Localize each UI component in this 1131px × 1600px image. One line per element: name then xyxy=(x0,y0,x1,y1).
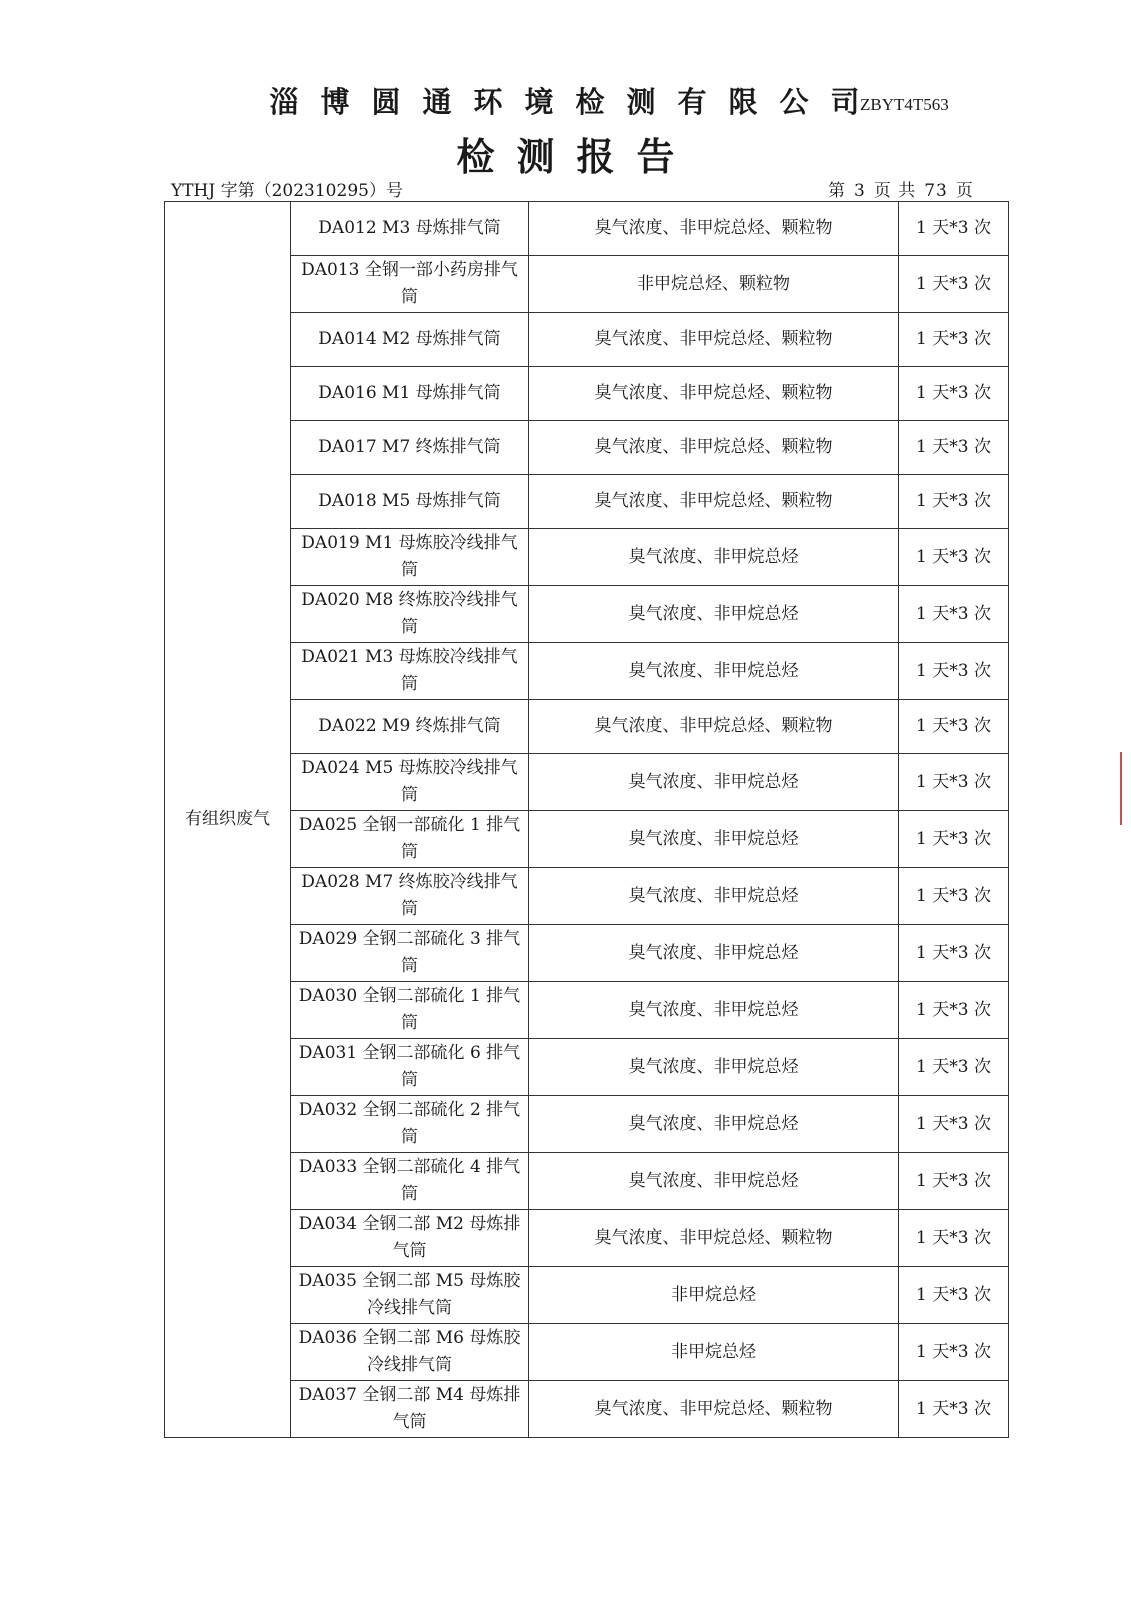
table-row xyxy=(165,643,1009,700)
items-cell: 臭气浓度、非甲烷总烃 xyxy=(529,1096,899,1153)
items-cell: 臭气浓度、非甲烷总烃 xyxy=(529,1039,899,1096)
edge-mark xyxy=(1120,752,1122,825)
table-row xyxy=(165,1267,1009,1324)
category-cell: 有组织废气 xyxy=(165,202,291,1438)
point-cell: DA037 全钢二部 M4 母炼排气筒 xyxy=(291,1381,529,1438)
items-cell: 臭气浓度、非甲烷总烃 xyxy=(529,754,899,811)
point-cell: DA031 全钢二部硫化 6 排气筒 xyxy=(291,1039,529,1096)
table-row xyxy=(165,1153,1009,1210)
frequency-cell: 1 天*3 次 xyxy=(899,1096,1009,1153)
table-row xyxy=(165,925,1009,982)
table-row xyxy=(165,313,1009,367)
point-cell: DA016 M1 母炼排气筒 xyxy=(291,367,529,421)
point-cell: DA025 全钢一部硫化 1 排气筒 xyxy=(291,811,529,868)
table-row xyxy=(165,754,1009,811)
page-mid: 页 共 xyxy=(873,181,917,201)
point-cell: DA030 全钢二部硫化 1 排气筒 xyxy=(291,982,529,1039)
frequency-cell: 1 天*3 次 xyxy=(899,1324,1009,1381)
items-cell: 臭气浓度、非甲烷总烃 xyxy=(529,529,899,586)
table-row xyxy=(165,1324,1009,1381)
point-cell: DA033 全钢二部硫化 4 排气筒 xyxy=(291,1153,529,1210)
point-cell: DA020 M8 终炼胶冷线排气筒 xyxy=(291,586,529,643)
table-row xyxy=(165,1381,1009,1438)
frequency-cell: 1 天*3 次 xyxy=(899,925,1009,982)
table-row xyxy=(165,367,1009,421)
table-row xyxy=(165,202,1009,256)
point-cell: DA019 M1 母炼胶冷线排气筒 xyxy=(291,529,529,586)
table-row xyxy=(165,1096,1009,1153)
table-row xyxy=(165,256,1009,313)
items-cell: 臭气浓度、非甲烷总烃 xyxy=(529,586,899,643)
frequency-cell: 1 天*3 次 xyxy=(899,643,1009,700)
items-cell: 臭气浓度、非甲烷总烃、颗粒物 xyxy=(529,700,899,754)
table-row xyxy=(165,868,1009,925)
page-total: 73 xyxy=(924,181,948,201)
point-cell: DA012 M3 母炼排气筒 xyxy=(291,202,529,256)
table-row xyxy=(165,811,1009,868)
frequency-cell: 1 天*3 次 xyxy=(899,367,1009,421)
table-row xyxy=(165,421,1009,475)
table-row xyxy=(165,1210,1009,1267)
frequency-cell: 1 天*3 次 xyxy=(899,1153,1009,1210)
frequency-cell: 1 天*3 次 xyxy=(899,982,1009,1039)
frequency-cell: 1 天*3 次 xyxy=(899,313,1009,367)
table-row xyxy=(165,475,1009,529)
frequency-cell: 1 天*3 次 xyxy=(899,1267,1009,1324)
items-cell: 臭气浓度、非甲烷总烃、颗粒物 xyxy=(529,1381,899,1438)
page-current: 3 xyxy=(854,181,866,201)
page-suffix: 页 xyxy=(955,181,974,201)
items-cell: 臭气浓度、非甲烷总烃 xyxy=(529,811,899,868)
point-cell: DA032 全钢二部硫化 2 排气筒 xyxy=(291,1096,529,1153)
point-cell: DA035 全钢二部 M5 母炼胶冷线排气筒 xyxy=(291,1267,529,1324)
frequency-cell: 1 天*3 次 xyxy=(899,754,1009,811)
frequency-cell: 1 天*3 次 xyxy=(899,421,1009,475)
document-number: YTHJ 字第（202310295）号 xyxy=(171,181,403,201)
point-cell: DA024 M5 母炼胶冷线排气筒 xyxy=(291,754,529,811)
monitoring-table xyxy=(164,201,1009,1438)
frequency-cell: 1 天*3 次 xyxy=(899,586,1009,643)
page-indicator xyxy=(824,176,978,201)
frequency-cell: 1 天*3 次 xyxy=(899,1039,1009,1096)
point-cell: DA013 全钢一部小药房排气筒 xyxy=(291,256,529,313)
items-cell: 非甲烷总烃、颗粒物 xyxy=(529,256,899,313)
point-cell: DA028 M7 终炼胶冷线排气筒 xyxy=(291,868,529,925)
items-cell: 臭气浓度、非甲烷总烃 xyxy=(529,1153,899,1210)
point-cell: DA034 全钢二部 M2 母炼排气筒 xyxy=(291,1210,529,1267)
frequency-cell: 1 天*3 次 xyxy=(899,811,1009,868)
page-prefix: 第 xyxy=(828,181,846,201)
items-cell: 臭气浓度、非甲烷总烃 xyxy=(529,868,899,925)
table-row xyxy=(165,982,1009,1039)
table-row xyxy=(165,586,1009,643)
point-cell: DA036 全钢二部 M6 母炼胶冷线排气筒 xyxy=(291,1324,529,1381)
items-cell: 臭气浓度、非甲烷总烃、颗粒物 xyxy=(529,421,899,475)
items-cell: 臭气浓度、非甲烷总烃、颗粒物 xyxy=(529,1210,899,1267)
items-cell: 臭气浓度、非甲烷总烃、颗粒物 xyxy=(529,313,899,367)
report-code: ZBYT4T563 xyxy=(860,95,949,114)
frequency-cell: 1 天*3 次 xyxy=(899,202,1009,256)
items-cell: 臭气浓度、非甲烷总烃、颗粒物 xyxy=(529,367,899,421)
table-row xyxy=(165,529,1009,586)
point-cell: DA029 全钢二部硫化 3 排气筒 xyxy=(291,925,529,982)
point-cell: DA017 M7 终炼排气筒 xyxy=(291,421,529,475)
frequency-cell: 1 天*3 次 xyxy=(899,700,1009,754)
point-cell: DA021 M3 母炼胶冷线排气筒 xyxy=(291,643,529,700)
frequency-cell: 1 天*3 次 xyxy=(899,529,1009,586)
items-cell: 臭气浓度、非甲烷总烃 xyxy=(529,643,899,700)
frequency-cell: 1 天*3 次 xyxy=(899,1210,1009,1267)
table-row xyxy=(165,700,1009,754)
report-title: 检测报告 xyxy=(456,134,697,179)
company-name: 淄博圆通环境检测有限公司 xyxy=(269,85,882,119)
point-cell: DA014 M2 母炼排气筒 xyxy=(291,313,529,367)
items-cell: 臭气浓度、非甲烷总烃 xyxy=(529,982,899,1039)
point-cell: DA018 M5 母炼排气筒 xyxy=(291,475,529,529)
items-cell: 臭气浓度、非甲烷总烃、颗粒物 xyxy=(529,202,899,256)
items-cell: 非甲烷总烃 xyxy=(529,1267,899,1324)
frequency-cell: 1 天*3 次 xyxy=(899,475,1009,529)
frequency-cell: 1 天*3 次 xyxy=(899,868,1009,925)
point-cell: DA022 M9 终炼排气筒 xyxy=(291,700,529,754)
items-cell: 臭气浓度、非甲烷总烃、颗粒物 xyxy=(529,475,899,529)
frequency-cell: 1 天*3 次 xyxy=(899,256,1009,313)
table-row xyxy=(165,1039,1009,1096)
items-cell: 臭气浓度、非甲烷总烃 xyxy=(529,925,899,982)
frequency-cell: 1 天*3 次 xyxy=(899,1381,1009,1438)
items-cell: 非甲烷总烃 xyxy=(529,1324,899,1381)
